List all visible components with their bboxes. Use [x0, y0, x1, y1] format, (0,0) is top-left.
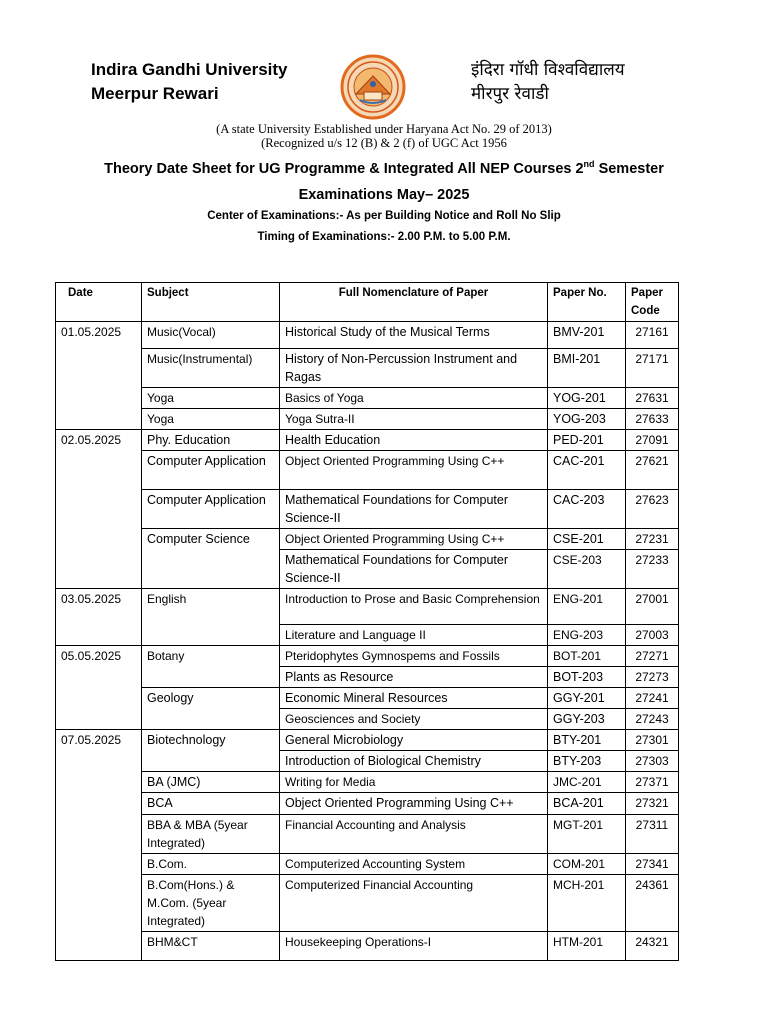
paper-code-cell: 27001 [626, 589, 679, 625]
paper-code-cell: 27091 [626, 430, 679, 451]
subject-cell: Computer Application [142, 490, 280, 529]
document-title [0, 156, 768, 182]
date-sheet-table [55, 282, 679, 961]
table-row [56, 854, 679, 875]
paper-name-cell: Object Oriented Programming Using C++ [280, 793, 548, 815]
paper-code-cell: 27311 [626, 815, 679, 854]
paper-code-cell: 27633 [626, 409, 679, 430]
paper-no-cell: YOG-201 [548, 388, 626, 409]
paper-no-cell: PED-201 [548, 430, 626, 451]
paper-code-cell: 27171 [626, 349, 679, 388]
paper-code-cell: 27303 [626, 751, 679, 772]
paper-no-cell: ENG-201 [548, 589, 626, 625]
paper-no-cell: JMC-201 [548, 772, 626, 793]
table-row [56, 875, 679, 932]
paper-no-cell: CSE-203 [548, 550, 626, 589]
paper-name-cell: Housekeeping Operations-I [280, 932, 548, 961]
paper-code-cell: 27243 [626, 709, 679, 730]
exam-date: 02.05.2025 [56, 430, 142, 589]
header-paper-code: Paper Code [626, 283, 679, 322]
paper-code-cell: 27273 [626, 667, 679, 688]
subject-cell: Music(Instrumental) [142, 349, 280, 388]
university-location-hindi-line: मीरपुर रेवाडी [471, 84, 549, 104]
table-row [56, 793, 679, 815]
subject-cell: Geology [142, 688, 280, 730]
paper-name-cell: Mathematical Foundations for Computer Science-II [280, 490, 548, 529]
table-row [56, 430, 679, 451]
paper-code-cell: 27623 [626, 490, 679, 529]
university-name-line: Indira Gandhi University [91, 60, 288, 79]
paper-no-cell: BOT-203 [548, 667, 626, 688]
paper-code-cell: 27631 [626, 388, 679, 409]
exam-date: 03.05.2025 [56, 589, 142, 646]
paper-name-cell: Computerized Accounting System [280, 854, 548, 875]
paper-name-cell: Introduction of Biological Chemistry [280, 751, 548, 772]
paper-no-cell: CAC-203 [548, 490, 626, 529]
paper-no-cell: COM-201 [548, 854, 626, 875]
university-name-english [91, 58, 288, 106]
exam-date: 01.05.2025 [56, 322, 142, 430]
header-date: Date [56, 283, 142, 322]
title-main: Theory Date Sheet for UG Programme & Integrated All NEP Courses 2 [104, 161, 584, 177]
subject-cell: Phy. Education [142, 430, 280, 451]
university-name-hindi-line: इंदिरा गॉधी विश्वविद्यालय [471, 60, 625, 80]
subject-cell: Music(Vocal) [142, 322, 280, 349]
paper-no-cell: BMI-201 [548, 349, 626, 388]
subject-cell: B.Com(Hons.) & M.Com. (5year Integrated) [142, 875, 280, 932]
subject-cell: Yoga [142, 409, 280, 430]
header-paper-no: Paper No. [548, 283, 626, 322]
paper-code-cell: 27341 [626, 854, 679, 875]
paper-code-cell: 27321 [626, 793, 679, 815]
exam-date: 07.05.2025 [56, 730, 142, 961]
table-row [56, 349, 679, 388]
table-row [56, 451, 679, 490]
table-row [56, 589, 679, 625]
paper-no-cell: CAC-201 [548, 451, 626, 490]
subject-cell: BCA [142, 793, 280, 815]
header-nomenclature: Full Nomenclature of Paper [280, 283, 548, 322]
table-row [56, 688, 679, 709]
table-row [56, 932, 679, 961]
paper-name-cell: Computerized Financial Accounting [280, 875, 548, 932]
paper-name-cell: Object Oriented Programming Using C++ [280, 529, 548, 550]
paper-code-cell: 27271 [626, 646, 679, 667]
paper-no-cell: MCH-201 [548, 875, 626, 932]
table-row [56, 772, 679, 793]
paper-name-cell: Writing for Media [280, 772, 548, 793]
paper-no-cell: MGT-201 [548, 815, 626, 854]
exam-timing-line: Timing of Examinations:- 2.00 P.M. to 5.00 P.M. [257, 231, 511, 243]
paper-name-cell: Economic Mineral Resources [280, 688, 548, 709]
table-row [56, 815, 679, 854]
paper-code-cell: 27301 [626, 730, 679, 751]
table-row [56, 409, 679, 430]
paper-code-cell: 27241 [626, 688, 679, 709]
paper-name-cell: Object Oriented Programming Using C++ [280, 451, 548, 490]
paper-no-cell: ENG-203 [548, 625, 626, 646]
paper-name-cell: Pteridophytes Gymnospems and Fossils [280, 646, 548, 667]
paper-code-cell: 24321 [626, 932, 679, 961]
subject-cell: Biotechnology [142, 730, 280, 772]
paper-name-cell: Financial Accounting and Analysis [280, 815, 548, 854]
paper-name-cell: General Microbiology [280, 730, 548, 751]
table-header-row [56, 283, 679, 322]
exam-date: 05.05.2025 [56, 646, 142, 730]
paper-code-cell: 27231 [626, 529, 679, 550]
paper-no-cell: BOT-201 [548, 646, 626, 667]
subject-cell: B.Com. [142, 854, 280, 875]
subject-cell: Computer Application [142, 451, 280, 490]
paper-code-cell: 27161 [626, 322, 679, 349]
paper-name-cell: Mathematical Foundations for Computer Science-II [280, 550, 548, 589]
paper-no-cell: HTM-201 [548, 932, 626, 961]
subject-cell: BBA & MBA (5year Integrated) [142, 815, 280, 854]
paper-name-cell: Introduction to Prose and Basic Comprehension [280, 589, 548, 625]
paper-name-cell: Yoga Sutra-II [280, 409, 548, 430]
document-subtitle: Examinations May– 2025 [298, 187, 470, 203]
subject-cell: Yoga [142, 388, 280, 409]
paper-no-cell: CSE-201 [548, 529, 626, 550]
paper-name-cell: Historical Study of the Musical Terms [280, 322, 548, 349]
paper-no-cell: BTY-201 [548, 730, 626, 751]
paper-no-cell: GGY-203 [548, 709, 626, 730]
table-row [56, 730, 679, 751]
paper-name-cell: Health Education [280, 430, 548, 451]
table-row [56, 388, 679, 409]
paper-no-cell: BTY-203 [548, 751, 626, 772]
subject-cell: Botany [142, 646, 280, 688]
establishment-note: (A state University Established under Haryana Act No. 29 of 2013) [216, 122, 552, 136]
header-subject: Subject [142, 283, 280, 322]
subject-cell: BA (JMC) [142, 772, 280, 793]
table-row [56, 322, 679, 349]
subject-cell: Computer Science [142, 529, 280, 589]
paper-no-cell: BMV-201 [548, 322, 626, 349]
table-row [56, 646, 679, 667]
paper-no-cell: YOG-203 [548, 409, 626, 430]
university-name-hindi [471, 58, 625, 106]
paper-name-cell: Plants as Resource [280, 667, 548, 688]
paper-name-cell: History of Non-Percussion Instrument and Ragas [280, 349, 548, 388]
paper-name-cell: Basics of Yoga [280, 388, 548, 409]
university-seal-icon [340, 54, 406, 120]
paper-name-cell: Geosciences and Society [280, 709, 548, 730]
subject-cell: BHM&CT [142, 932, 280, 961]
university-location-line: Meerpur Rewari [91, 84, 219, 103]
title-superscript: nd [583, 159, 595, 169]
title-end: Semester [594, 161, 664, 177]
exam-center-line: Center of Examinations:- As per Building Notice and Roll No Slip [207, 210, 561, 222]
table-row [56, 529, 679, 550]
subject-cell: English [142, 589, 280, 646]
paper-code-cell: 27233 [626, 550, 679, 589]
table-row [56, 490, 679, 529]
paper-code-cell: 27003 [626, 625, 679, 646]
paper-no-cell: GGY-201 [548, 688, 626, 709]
recognition-note: (Recognized u/s 12 (B) & 2 (f) of UGC Act 1956 [261, 136, 507, 150]
paper-code-cell: 24361 [626, 875, 679, 932]
paper-name-cell: Literature and Language II [280, 625, 548, 646]
paper-code-cell: 27371 [626, 772, 679, 793]
paper-code-cell: 27621 [626, 451, 679, 490]
paper-no-cell: BCA-201 [548, 793, 626, 815]
